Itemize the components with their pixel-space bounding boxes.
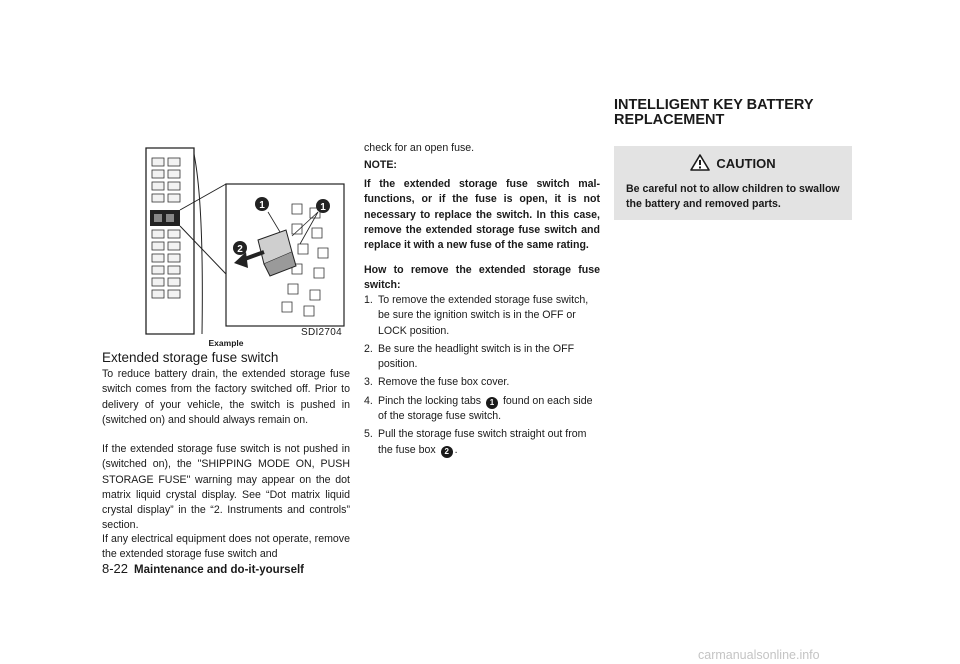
note-label: NOTE: (364, 159, 397, 171)
watermark: carmanualsonline.info (698, 648, 820, 662)
callout-1-label: 1 (259, 200, 265, 211)
warning-triangle-icon (690, 154, 710, 174)
step-number: 3. (364, 376, 373, 389)
paragraph-continued: check for an open fuse. (364, 142, 475, 154)
paragraph-warning: If the extended storage fuse switch is not pushed in (switched on), the "SHIPPING MODE ON, PUSH STORAGE FUSE" warning may appear on the dot matrix liquid crystal display. See “Dot matrix liquid crystal display” in the “2. Instruments and controls” section. (102, 443, 350, 532)
step-number: 1. (364, 294, 373, 306)
caution-header (614, 154, 852, 174)
fuse-box-illustration (142, 144, 346, 340)
step-number: 2. (364, 342, 373, 355)
caution-label: CAUTION (716, 156, 776, 171)
section-title: INTELLIGENT KEY BATTERY REPLACEMENT (614, 97, 814, 128)
paragraph-battery-drain: To reduce battery drain, the extended storage fuse switch comes from the factory switched off. Prior to delivery of your vehicle, the switch is pushed in (switched on) and should always remain on. (102, 368, 350, 426)
step-number: 5. (364, 428, 373, 441)
callout-1b-label: 1 (320, 202, 326, 213)
figure-code: SDI2704 (300, 327, 342, 338)
how-to-heading: How to remove the extended storage fuse switch: (364, 264, 600, 292)
step-item (364, 375, 600, 390)
step-text: Remove the fuse box cover. (378, 376, 510, 389)
paragraph-electrical: If any electrical equipment does not operate, remove the extended storage fuse switch and (102, 533, 350, 561)
step-text: To remove the extended storage fuse switch, be sure the ignition switch is in the OFF or LOCK position. (378, 294, 589, 337)
step-text-b: found on each side of the storage fuse switch. (378, 394, 593, 423)
page-number: 8-22 (102, 561, 129, 576)
step-item (364, 427, 600, 458)
step-text-a: Pinch the locking tabs (378, 394, 482, 407)
caution-text: Be careful not to allow children to swallow the battery and removed parts. (626, 183, 840, 210)
callout-2-label: 2 (237, 244, 243, 255)
step-item (364, 342, 600, 373)
callout-marker: 2 (441, 446, 453, 458)
step-text: Be sure the headlight switch is in the OFF position. (378, 342, 575, 371)
step-number: 4. (364, 394, 373, 407)
step-item (364, 293, 600, 339)
step-item (364, 394, 600, 425)
figure-caption: Example (208, 338, 244, 348)
subsection-heading: Extended storage fuse switch (102, 350, 279, 365)
callout-marker: 1 (486, 397, 498, 409)
footer-section: Maintenance and do-it-yourself (134, 564, 304, 576)
steps-list (364, 293, 600, 461)
step-text-a: Pull the storage fuse switch straight out from the fuse box (378, 428, 587, 456)
fuse-box-drawing (142, 144, 346, 340)
step-text-b: . (454, 443, 458, 456)
caution-box (614, 146, 852, 220)
page-footer (102, 561, 304, 576)
note-body: If the extended storage fuse switch mal-functions, or if the fuse is open, it is not necessary to replace the switch. In this case, remove the extended storage fuse switch and replace it with a new fuse of the same rating. (364, 178, 600, 252)
